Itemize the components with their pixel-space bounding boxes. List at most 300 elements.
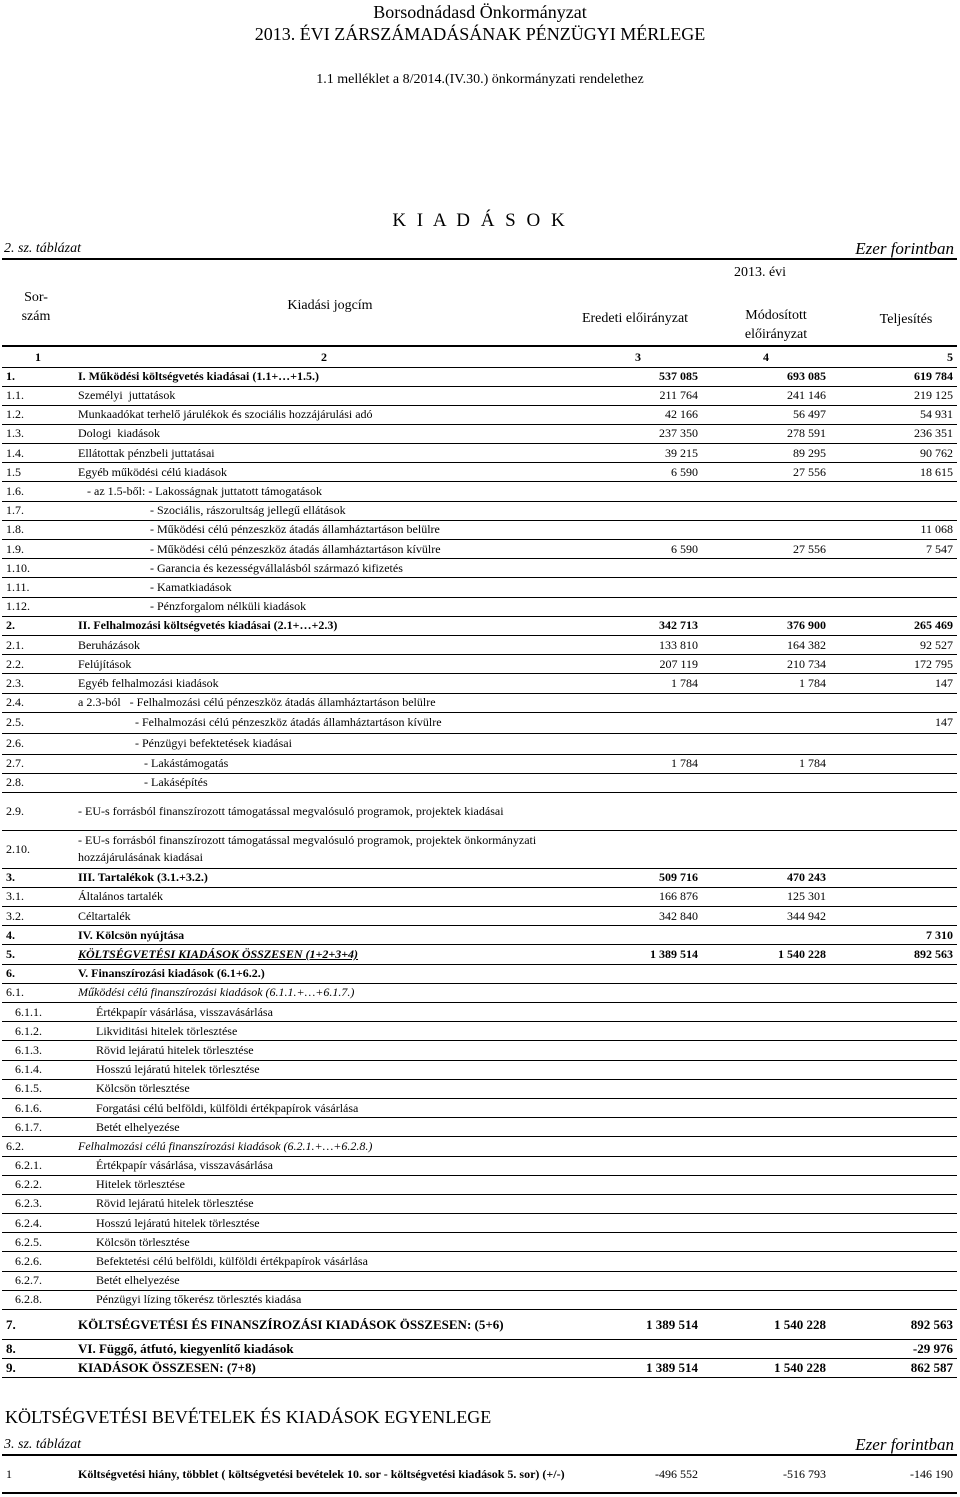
- row-modositott: [702, 1118, 830, 1137]
- row-eredeti: 207 119: [574, 655, 702, 674]
- row-teljesites: 219 125: [830, 386, 957, 405]
- header-bottom-rule: [2, 345, 957, 347]
- row-teljesites: [830, 597, 957, 616]
- row-eredeti: [574, 792, 702, 830]
- row-label: Felhalmozási célú finanszírozási kiadások (6.2.1.+…+6.2.8.): [74, 1137, 574, 1156]
- row-eredeti: [574, 1290, 702, 1309]
- row-modositott: 1 784: [702, 754, 830, 773]
- table-row: [2, 444, 957, 463]
- row-modositott: [702, 482, 830, 501]
- row-number: 6.1.: [2, 983, 74, 1002]
- unit-label: Ezer forintban: [855, 239, 954, 258]
- table-row: [2, 367, 957, 386]
- table-row: [2, 578, 957, 597]
- row-modositott: [702, 1271, 830, 1290]
- row-label: KÖLTSÉGVETÉSI ÉS FINANSZÍROZÁSI KIADÁSOK ÖSSZESEN: (5+6): [74, 1310, 574, 1340]
- row-teljesites: [830, 964, 957, 983]
- row-teljesites: [830, 1022, 957, 1041]
- row-modositott: 470 243: [702, 868, 830, 887]
- balance-row-label: Költségvetési hiány, többlet ( költségvetési bevételek 10. sor - költségvetési kiadások 5. sor) (+/-): [78, 1467, 565, 1481]
- row-number: 6.1.4.: [2, 1060, 74, 1079]
- row-eredeti: 1 784: [574, 674, 702, 693]
- row-number: 2.7.: [2, 754, 74, 773]
- row-label: Befektetési célú belföldi, külföldi értékpapírok vásárlása: [74, 1252, 574, 1271]
- table-row: [2, 559, 957, 578]
- table-row: [2, 926, 957, 945]
- row-number: 4.: [2, 926, 74, 945]
- row-label: Személyi juttatások: [74, 386, 574, 405]
- row-number: 3.2.: [2, 907, 74, 926]
- row-modositott: 210 734: [702, 655, 830, 674]
- row-eredeti: 1 389 514: [574, 945, 702, 964]
- row-teljesites: 147: [830, 712, 957, 733]
- row-teljesites: [830, 868, 957, 887]
- row-number: 2.6.: [2, 733, 74, 754]
- row-label: - az 1.5-ből: - Lakosságnak juttatott támogatások: [74, 482, 574, 501]
- row-teljesites: 265 469: [830, 616, 957, 635]
- row-eredeti: [574, 1079, 702, 1098]
- row-teljesites: 892 563: [830, 1310, 957, 1340]
- table-row: [2, 405, 957, 424]
- row-number: 6.2.6.: [2, 1252, 74, 1271]
- row-modositott: [702, 1233, 830, 1252]
- row-number: 2.4.: [2, 693, 74, 712]
- row-eredeti: [574, 1003, 702, 1022]
- row-teljesites: [830, 1290, 957, 1309]
- row-number: 1.3.: [2, 424, 74, 443]
- row-eredeti: 133 810: [574, 635, 702, 654]
- table-row: [2, 463, 957, 482]
- row-modositott: [702, 1156, 830, 1175]
- row-eredeti: [574, 578, 702, 597]
- header-top-rule: [2, 258, 957, 260]
- row-modositott: [702, 1022, 830, 1041]
- row-eredeti: [574, 1175, 702, 1194]
- row-label: Értékpapír vásárlása, visszavásárlása: [74, 1003, 574, 1022]
- table-row: [2, 674, 957, 693]
- table-row: [2, 1137, 957, 1156]
- row-modositott: 278 591: [702, 424, 830, 443]
- row-label: - Garancia és kezességvállalásból származó kifizetés: [74, 559, 574, 578]
- row-eredeti: 1 389 514: [574, 1359, 702, 1378]
- row-label: Dologi kiadások: [74, 424, 574, 443]
- row-teljesites: [830, 1271, 957, 1290]
- table-row: [2, 693, 957, 712]
- row-modositott: 125 301: [702, 887, 830, 906]
- row-eredeti: 537 085: [574, 367, 702, 386]
- row-number: 3.1.: [2, 887, 74, 906]
- expenditure-table: [2, 348, 957, 1378]
- table-row: [2, 1022, 957, 1041]
- row-label: Felújítások: [74, 655, 574, 674]
- row-modositott: [702, 501, 830, 520]
- row-number: 7.: [2, 1310, 74, 1340]
- row-modositott: [702, 1214, 830, 1233]
- row-label: - Lakásépítés: [74, 773, 574, 792]
- balance-table: [2, 1454, 957, 1494]
- row-eredeti: [574, 983, 702, 1002]
- row-teljesites: [830, 1175, 957, 1194]
- table-row: [2, 907, 957, 926]
- row-modositott: 89 295: [702, 444, 830, 463]
- row-label: Betét elhelyezése: [74, 1271, 574, 1290]
- row-modositott: [702, 1079, 830, 1098]
- table-row: [2, 1214, 957, 1233]
- table-row: [2, 1233, 957, 1252]
- column-number-row: [2, 348, 957, 367]
- row-teljesites: [830, 1137, 957, 1156]
- row-label: V. Finanszírozási kiadások (6.1+6.2.): [74, 964, 574, 983]
- header-modositott: Módosított előirányzat: [744, 308, 808, 342]
- row-number: 6.2.8.: [2, 1290, 74, 1309]
- row-teljesites: [830, 559, 957, 578]
- row-teljesites: 172 795: [830, 655, 957, 674]
- row-eredeti: [574, 559, 702, 578]
- row-eredeti: [574, 1098, 702, 1117]
- row-eredeti: [574, 1156, 702, 1175]
- row-teljesites: 619 784: [830, 367, 957, 386]
- header-sorszam: Sor- szám: [21, 290, 51, 324]
- row-teljesites: 90 762: [830, 444, 957, 463]
- colnum-4: 4: [702, 348, 830, 367]
- colnum-3: 3: [574, 348, 702, 367]
- row-modositott: 164 382: [702, 635, 830, 654]
- row-number: 1.12.: [2, 597, 74, 616]
- municipality-title: Borsodnádasd Önkormányzat: [373, 2, 587, 22]
- row-label: - Felhalmozási célú pénzeszköz átadás államháztartáson kívülre: [74, 712, 574, 733]
- balance-row-number: 1: [6, 1466, 12, 1481]
- section-title: K I A D Á S O K: [392, 210, 568, 231]
- balance-table-label: 3. sz. táblázat: [4, 1437, 82, 1452]
- row-modositott: [702, 926, 830, 945]
- row-eredeti: [574, 693, 702, 712]
- row-label: KÖLTSÉGVETÉSI KIADÁSOK ÖSSZESEN (1+2+3+4): [74, 945, 574, 964]
- row-modositott: [702, 597, 830, 616]
- row-number: 1.4.: [2, 444, 74, 463]
- row-eredeti: 6 590: [574, 540, 702, 559]
- row-teljesites: [830, 887, 957, 906]
- row-eredeti: [574, 1137, 702, 1156]
- row-number: 1.: [2, 367, 74, 386]
- header-year: 2013. évi: [733, 265, 787, 280]
- row-eredeti: 39 215: [574, 444, 702, 463]
- row-number: 8.: [2, 1340, 74, 1359]
- row-eredeti: 211 764: [574, 386, 702, 405]
- row-eredeti: [574, 501, 702, 520]
- row-number: 6.2.7.: [2, 1271, 74, 1290]
- row-eredeti: 509 716: [574, 868, 702, 887]
- row-number: 6.2.3.: [2, 1194, 74, 1213]
- row-label: Ellátottak pénzbeli juttatásai: [74, 444, 574, 463]
- row-number: 2.10.: [2, 830, 74, 868]
- row-label: - Pénzforgalom nélküli kiadások: [74, 597, 574, 616]
- row-eredeti: 342 713: [574, 616, 702, 635]
- row-label: Rövid lejáratú hitelek törlesztése: [74, 1194, 574, 1213]
- header-jogcim: Kiadási jogcím: [287, 298, 373, 313]
- row-label: Rövid lejáratú hitelek törlesztése: [74, 1041, 574, 1060]
- row-teljesites: 236 351: [830, 424, 957, 443]
- row-eredeti: [574, 964, 702, 983]
- row-eredeti: 237 350: [574, 424, 702, 443]
- row-number: 6.2.4.: [2, 1214, 74, 1233]
- row-modositott: [702, 1060, 830, 1079]
- row-teljesites: [830, 907, 957, 926]
- row-number: 2.1.: [2, 635, 74, 654]
- row-number: 2.3.: [2, 674, 74, 693]
- row-label: - Pénzügyi befektetések kiadásai: [74, 733, 574, 754]
- row-number: 2.5.: [2, 712, 74, 733]
- row-teljesites: 147: [830, 674, 957, 693]
- table-row: [2, 868, 957, 887]
- annex-subtitle: 1.1 melléklet a 8/2014.(IV.30.) önkormányzati rendelethez: [316, 72, 644, 87]
- row-teljesites: 7 547: [830, 540, 957, 559]
- table-row: [2, 1340, 957, 1359]
- row-number: 2.9.: [2, 792, 74, 830]
- colnum-1: 1: [2, 348, 74, 367]
- row-eredeti: [574, 1252, 702, 1271]
- row-eredeti: 6 590: [574, 463, 702, 482]
- row-number: 6.1.7.: [2, 1118, 74, 1137]
- row-modositott: 693 085: [702, 367, 830, 386]
- row-modositott: [702, 1194, 830, 1213]
- row-eredeti: [574, 1214, 702, 1233]
- table-row: [2, 616, 957, 635]
- row-label: Céltartalék: [74, 907, 574, 926]
- row-modositott: 1 540 228: [702, 1359, 830, 1378]
- row-eredeti: 166 876: [574, 887, 702, 906]
- row-modositott: 27 556: [702, 463, 830, 482]
- row-modositott: [702, 1098, 830, 1117]
- row-teljesites: [830, 1156, 957, 1175]
- row-modositott: [702, 1003, 830, 1022]
- row-eredeti: [574, 926, 702, 945]
- row-teljesites: [830, 983, 957, 1002]
- table-row: [2, 424, 957, 443]
- row-modositott: [702, 773, 830, 792]
- table-row: [2, 520, 957, 539]
- row-label: - Szociális, rászorultság jellegű ellátások: [74, 501, 574, 520]
- table-row: [2, 540, 957, 559]
- row-number: 6.1.6.: [2, 1098, 74, 1117]
- row-number: 1.5: [2, 463, 74, 482]
- row-modositott: [702, 792, 830, 830]
- row-number: 1.9.: [2, 540, 74, 559]
- row-eredeti: [574, 1041, 702, 1060]
- row-modositott: [702, 1041, 830, 1060]
- row-label: - Működési célú pénzeszköz átadás államháztartáson kívülre: [74, 540, 574, 559]
- table-row: [2, 1271, 957, 1290]
- row-number: 2.8.: [2, 773, 74, 792]
- table-row: [2, 1098, 957, 1117]
- row-teljesites: 18 615: [830, 463, 957, 482]
- row-eredeti: [574, 1060, 702, 1079]
- row-label: Kölcsön törlesztése: [74, 1079, 574, 1098]
- balance-modositott: -516 793: [783, 1466, 826, 1481]
- row-eredeti: [574, 712, 702, 733]
- row-label: Hosszú lejáratú hitelek törlesztése: [74, 1214, 574, 1233]
- balance-teljesites: -146 190: [910, 1466, 953, 1481]
- row-number: 6.2.2.: [2, 1175, 74, 1194]
- row-modositott: [702, 733, 830, 754]
- row-label: Értékpapír vásárlása, visszavásárlása: [74, 1156, 574, 1175]
- row-modositott: [702, 578, 830, 597]
- table-row: [2, 830, 957, 868]
- row-teljesites: [830, 1098, 957, 1117]
- table-row: [2, 712, 957, 733]
- table-row: [2, 1041, 957, 1060]
- row-modositott: [702, 1340, 830, 1359]
- row-teljesites: [830, 773, 957, 792]
- table-row: [2, 733, 957, 754]
- table-row: [2, 1175, 957, 1194]
- row-label: Munkaadókat terhelő járulékok és szociális hozzájárulási adó: [74, 405, 574, 424]
- row-label: Beruházások: [74, 635, 574, 654]
- row-teljesites: 92 527: [830, 635, 957, 654]
- row-number: 1.7.: [2, 501, 74, 520]
- row-number: 9.: [2, 1359, 74, 1378]
- row-eredeti: 1 784: [574, 754, 702, 773]
- balance-unit-label: Ezer forintban: [855, 1435, 954, 1454]
- row-label: - Kamatkiadások: [74, 578, 574, 597]
- row-number: 1.2.: [2, 405, 74, 424]
- row-label: - EU-s forrásból finanszírozott támogatással megvalósuló programok, projektek kiadásai: [74, 792, 574, 830]
- row-eredeti: [574, 1233, 702, 1252]
- row-teljesites: [830, 1060, 957, 1079]
- row-number: 6.1.1.: [2, 1003, 74, 1022]
- row-number: 1.8.: [2, 520, 74, 539]
- row-modositott: [702, 964, 830, 983]
- row-label: Egyéb működési célú kiadások: [74, 463, 574, 482]
- row-teljesites: 862 587: [830, 1359, 957, 1378]
- row-number: 6.1.2.: [2, 1022, 74, 1041]
- row-number: 6.2.5.: [2, 1233, 74, 1252]
- row-teljesites: [830, 733, 957, 754]
- row-label: Hitelek törlesztése: [74, 1175, 574, 1194]
- row-label: Betét elhelyezése: [74, 1118, 574, 1137]
- balance-row: [2, 1455, 957, 1493]
- row-number: 6.2.: [2, 1137, 74, 1156]
- row-eredeti: [574, 1022, 702, 1041]
- row-modositott: 241 146: [702, 386, 830, 405]
- row-modositott: 56 497: [702, 405, 830, 424]
- table-row: [2, 1359, 957, 1378]
- table-row: [2, 887, 957, 906]
- row-number: 1.1.: [2, 386, 74, 405]
- row-label: Hosszú lejáratú hitelek törlesztése: [74, 1060, 574, 1079]
- header-teljesites: Teljesítés: [879, 312, 933, 327]
- row-label: III. Tartalékok (3.1.+3.2.): [74, 868, 574, 887]
- row-teljesites: [830, 578, 957, 597]
- table-row: [2, 1079, 957, 1098]
- row-modositott: 1 540 228: [702, 945, 830, 964]
- row-eredeti: [574, 597, 702, 616]
- row-teljesites: [830, 501, 957, 520]
- document-title: 2013. ÉVI ZÁRSZÁMADÁSÁNAK PÉNZÜGYI MÉRLEGE: [254, 24, 706, 44]
- row-modositott: [702, 1137, 830, 1156]
- row-modositott: 1 540 228: [702, 1310, 830, 1340]
- row-teljesites: 7 310: [830, 926, 957, 945]
- row-teljesites: [830, 1233, 957, 1252]
- row-teljesites: [830, 754, 957, 773]
- row-eredeti: [574, 1340, 702, 1359]
- row-modositott: 376 900: [702, 616, 830, 635]
- table-label: 2. sz. táblázat: [4, 241, 82, 256]
- table-row: [2, 1252, 957, 1271]
- row-modositott: [702, 1175, 830, 1194]
- row-eredeti: [574, 733, 702, 754]
- row-eredeti: [574, 520, 702, 539]
- row-eredeti: [574, 773, 702, 792]
- row-eredeti: [574, 1194, 702, 1213]
- table-row: [2, 655, 957, 674]
- row-label: Likviditási hitelek törlesztése: [74, 1022, 574, 1041]
- row-number: 6.: [2, 964, 74, 983]
- row-label: - Lakástámogatás: [74, 754, 574, 773]
- table-row: [2, 945, 957, 964]
- row-label: Forgatási célú belföldi, külföldi értékpapírok vásárlása: [74, 1098, 574, 1117]
- row-modositott: 27 556: [702, 540, 830, 559]
- table-row: [2, 964, 957, 983]
- row-label: Általános tartalék: [74, 887, 574, 906]
- table-row: [2, 773, 957, 792]
- row-number: 1.10.: [2, 559, 74, 578]
- row-modositott: [702, 693, 830, 712]
- row-modositott: 1 784: [702, 674, 830, 693]
- row-teljesites: 54 931: [830, 405, 957, 424]
- row-teljesites: 892 563: [830, 945, 957, 964]
- row-teljesites: [830, 482, 957, 501]
- table-row: [2, 1194, 957, 1213]
- row-teljesites: [830, 1041, 957, 1060]
- row-teljesites: [830, 792, 957, 830]
- row-label: IV. Kölcsön nyújtása: [74, 926, 574, 945]
- row-label: Pénzügyi lízing tőkerész törlesztés kiadása: [74, 1290, 574, 1309]
- table-row: [2, 597, 957, 616]
- row-label: - Működési célú pénzeszköz átadás államháztartáson belülre: [74, 520, 574, 539]
- row-label: Egyéb felhalmozási kiadások: [74, 674, 574, 693]
- row-modositott: [702, 1252, 830, 1271]
- colnum-5: 5: [830, 348, 957, 367]
- table-row: [2, 1156, 957, 1175]
- row-teljesites: [830, 1118, 957, 1137]
- row-teljesites: [830, 1079, 957, 1098]
- table-row: [2, 1290, 957, 1309]
- row-eredeti: 1 389 514: [574, 1310, 702, 1340]
- table-row: [2, 482, 957, 501]
- row-teljesites: 11 068: [830, 520, 957, 539]
- table-row: [2, 754, 957, 773]
- table-row: [2, 635, 957, 654]
- row-teljesites: [830, 1194, 957, 1213]
- row-label: II. Felhalmozási költségvetés kiadásai (2.1+…+2.3): [74, 616, 574, 635]
- row-modositott: [702, 712, 830, 733]
- table-row: [2, 792, 957, 830]
- table-row: [2, 1060, 957, 1079]
- row-teljesites: -29 976: [830, 1340, 957, 1359]
- row-modositott: [702, 830, 830, 868]
- row-label: Kölcsön törlesztése: [74, 1233, 574, 1252]
- row-number: 1.6.: [2, 482, 74, 501]
- table-row: [2, 1118, 957, 1137]
- row-modositott: [702, 559, 830, 578]
- colnum-2: 2: [74, 348, 574, 367]
- row-number: 6.1.3.: [2, 1041, 74, 1060]
- row-eredeti: [574, 1271, 702, 1290]
- row-label: Működési célú finanszírozási kiadások (6.1.1.+…+6.1.7.): [74, 983, 574, 1002]
- row-label: a 2.3-ból - Felhalmozási célú pénzeszköz átadás államháztartáson belülre: [74, 693, 574, 712]
- row-label: VI. Függő, átfutó, kiegyenlítő kiadások: [74, 1340, 574, 1359]
- balance-title: KÖLTSÉGVETÉSI BEVÉTELEK ÉS KIADÁSOK EGYENLEGE: [5, 1407, 492, 1427]
